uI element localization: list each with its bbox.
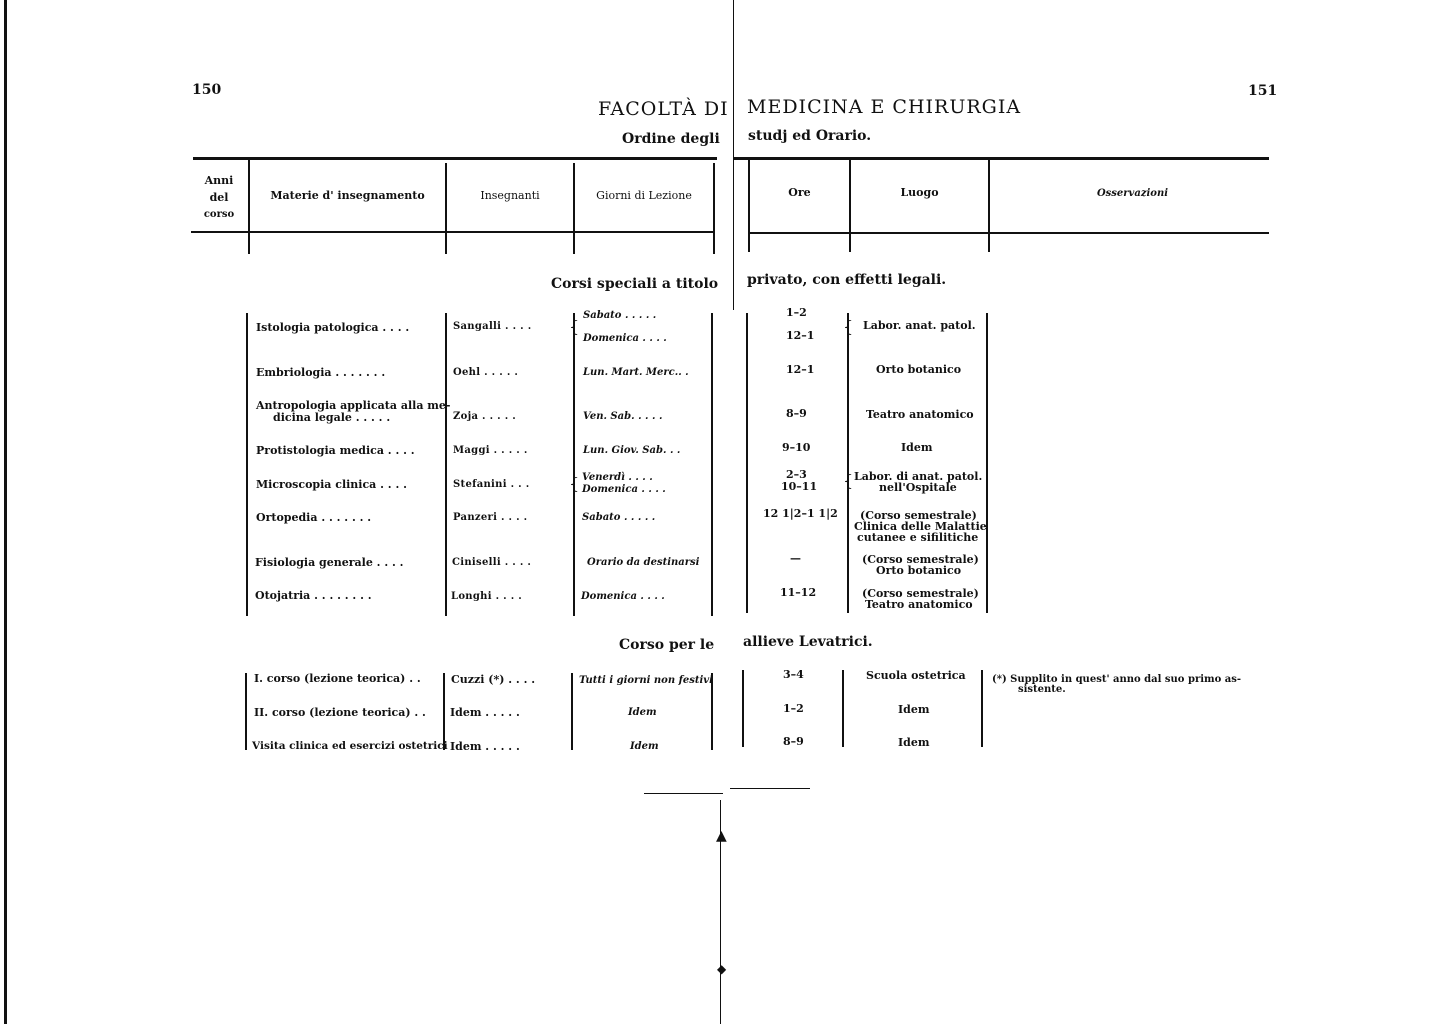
header-top-rule-left (193, 157, 717, 160)
subtitle-left: Ordine degli (622, 131, 720, 147)
materia-cell: Ortopedia . . . . . . . (256, 511, 372, 524)
luogo-cell: Scuola ostetrica (866, 669, 966, 682)
header-insegnanti: Insegnanti (480, 189, 540, 202)
header-bottom-rule-left (191, 231, 714, 233)
header-divider (248, 160, 250, 254)
section-heading-right: privato, con effetti legali. (747, 272, 947, 288)
insegnante-cell: Panzeri . . . . (453, 512, 528, 523)
col-line (742, 670, 744, 747)
header-divider (573, 163, 575, 254)
giorni-cell: Sabato . . . . . (583, 310, 657, 321)
giorni-cell: Idem (630, 741, 659, 752)
materia-cell: Microscopia clinica . . . . (256, 478, 407, 491)
giorni-cell: Orario da destinarsi (587, 557, 700, 568)
insegnante-cell: Idem . . . . . (450, 740, 520, 753)
materia-cell: dicina legale . . . . . (273, 411, 391, 424)
luogo-cell: Orto botanico (876, 564, 962, 577)
osservazioni-cell: (*) Supplito in quest' anno dal suo primo as- (992, 674, 1242, 685)
ornament-icon: ◆ (717, 962, 727, 976)
insegnante-cell: Idem . . . . . (450, 706, 520, 719)
header-bottom-rule-right (748, 232, 1269, 234)
giorni-cell: Domenica . . . . (582, 484, 666, 495)
header-divider (445, 163, 447, 254)
luogo-cell: Teatro anatomico (865, 598, 973, 611)
ornament-icon: ▲ (716, 828, 727, 844)
insegnante-cell: Ciniselli . . . . (452, 557, 532, 568)
materia-cell: Visita clinica ed esercizi ostetrici (252, 740, 448, 752)
luogo-cell: Orto botanico (876, 363, 962, 376)
insegnante-cell: Stefanini . . . (453, 479, 530, 490)
luogo-cell: Idem (898, 736, 930, 749)
materia-cell: Embriologia . . . . . . . (256, 366, 386, 379)
luogo-cell: nell'Ospitale (879, 481, 957, 494)
header-materie: Materie d' insegnamento (270, 189, 425, 202)
materia-cell: Antropologia applicata alla me- (256, 399, 451, 412)
ore-cell: 8–9 (786, 407, 807, 420)
luogo-cell: Labor. di anat. patol. (854, 470, 983, 483)
ore-cell: 10–11 (781, 480, 818, 493)
binding-edge (4, 0, 7, 1024)
brace-icon: { (843, 317, 854, 336)
ore-cell: 2–3 (786, 468, 807, 481)
luogo-cell: cutanee e sifilitiche (857, 531, 979, 544)
closing-rule-left (644, 793, 723, 794)
luogo-cell: (Corso semestrale) (862, 553, 979, 566)
giorni-cell: Domenica . . . . (581, 591, 665, 602)
giorni-cell: Domenica . . . . (583, 333, 667, 344)
luogo-cell: Idem (898, 703, 930, 716)
luogo-cell: Idem (901, 441, 933, 454)
giorni-cell: Idem (628, 707, 657, 718)
insegnante-cell: Longhi . . . . (451, 591, 523, 602)
closing-rule-right (730, 788, 810, 789)
brace-icon: { (569, 317, 580, 336)
luogo-cell: Labor. anat. patol. (863, 319, 976, 332)
insegnante-cell: Cuzzi (*) . . . . (451, 673, 536, 686)
materia-cell: Fisiologia generale . . . . (255, 556, 404, 569)
header-ore: Ore (788, 186, 811, 199)
col-line (986, 313, 988, 613)
header-top-rule-right (733, 157, 1269, 160)
ore-cell: 12–1 (786, 329, 815, 342)
title-right: MEDICINA E CHIRURGIA (747, 96, 1022, 118)
section-heading-left: Corsi speciali a titolo (551, 276, 719, 292)
ore-cell: 1–2 (786, 306, 807, 319)
insegnante-cell: Maggi . . . . . (453, 445, 528, 456)
page-gutter (733, 0, 734, 310)
materia-cell: Istologia patologica . . . . (256, 321, 410, 334)
giorni-cell: Lun. Giov. Sab. . . (583, 445, 681, 456)
header-anni-line: corso (203, 209, 235, 220)
ore-cell: 8–9 (783, 735, 804, 748)
header-luogo: Luogo (900, 186, 939, 199)
header-giorni: Giorni di Lezione (596, 189, 692, 202)
col-line (445, 313, 447, 616)
page-number-right: 151 (1248, 83, 1278, 99)
header-osservazioni: Osservazioni (1096, 188, 1169, 199)
ore-cell: 3–4 (783, 668, 804, 681)
header-anni-line: del (209, 191, 229, 204)
ore-cell: 1–2 (783, 702, 804, 715)
insegnante-cell: Sangalli . . . . (453, 321, 532, 332)
col-line (746, 313, 748, 613)
ore-cell: — (790, 552, 801, 565)
materia-cell: II. corso (lezione teorica) . . (254, 706, 426, 719)
brace-icon: { (569, 474, 580, 493)
materia-cell: Otojatria . . . . . . . . (255, 589, 372, 602)
insegnante-cell: Zoja . . . . . (453, 411, 517, 422)
ore-cell: 11–12 (780, 586, 817, 599)
luogo-cell: (Corso semestrale) (860, 509, 977, 522)
section-heading-left: Corso per le (619, 637, 715, 653)
col-line (847, 313, 849, 613)
col-line (711, 313, 713, 616)
header-divider (988, 160, 990, 252)
giorni-cell: Sabato . . . . . (582, 512, 656, 523)
header-anni-line: Anni (204, 174, 234, 187)
materia-cell: I. corso (lezione teorica) . . (254, 672, 421, 685)
col-line (246, 313, 248, 616)
ore-cell: 12–1 (786, 363, 815, 376)
col-line (571, 673, 573, 750)
header-divider (748, 160, 750, 252)
col-line (981, 670, 983, 747)
section-heading-right: allieve Levatrici. (743, 634, 873, 650)
header-anni (196, 172, 242, 223)
ore-cell: 12 1|2–1 1|2 (763, 507, 838, 520)
giorni-cell: Ven. Sab. . . . . (583, 411, 663, 422)
luogo-cell: Teatro anatomico (866, 408, 974, 421)
osservazioni-cell: sistente. (1018, 684, 1066, 695)
col-line (245, 673, 247, 750)
col-line (573, 313, 575, 616)
insegnante-cell: Oehl . . . . . (453, 367, 519, 378)
header-divider (849, 160, 851, 252)
ore-cell: 9–10 (782, 441, 811, 454)
page-number-left: 150 (192, 82, 222, 98)
brace-icon: { (843, 471, 854, 490)
col-line (842, 670, 844, 747)
giorni-cell: Lun. Mart. Merc.. . (583, 367, 689, 378)
title-left: FACOLTÀ DI (598, 98, 729, 120)
luogo-cell: (Corso semestrale) (862, 587, 979, 600)
materia-cell: Protistologia medica . . . . (256, 444, 415, 457)
subtitle-right: studj ed Orario. (748, 128, 872, 144)
giorni-cell: Venerdì . . . . (582, 472, 653, 483)
giorni-cell: Tutti i giorni non festivi (579, 675, 713, 686)
luogo-cell: Clinica delle Malattie (854, 520, 987, 533)
col-line (443, 673, 445, 750)
header-divider (713, 163, 715, 254)
